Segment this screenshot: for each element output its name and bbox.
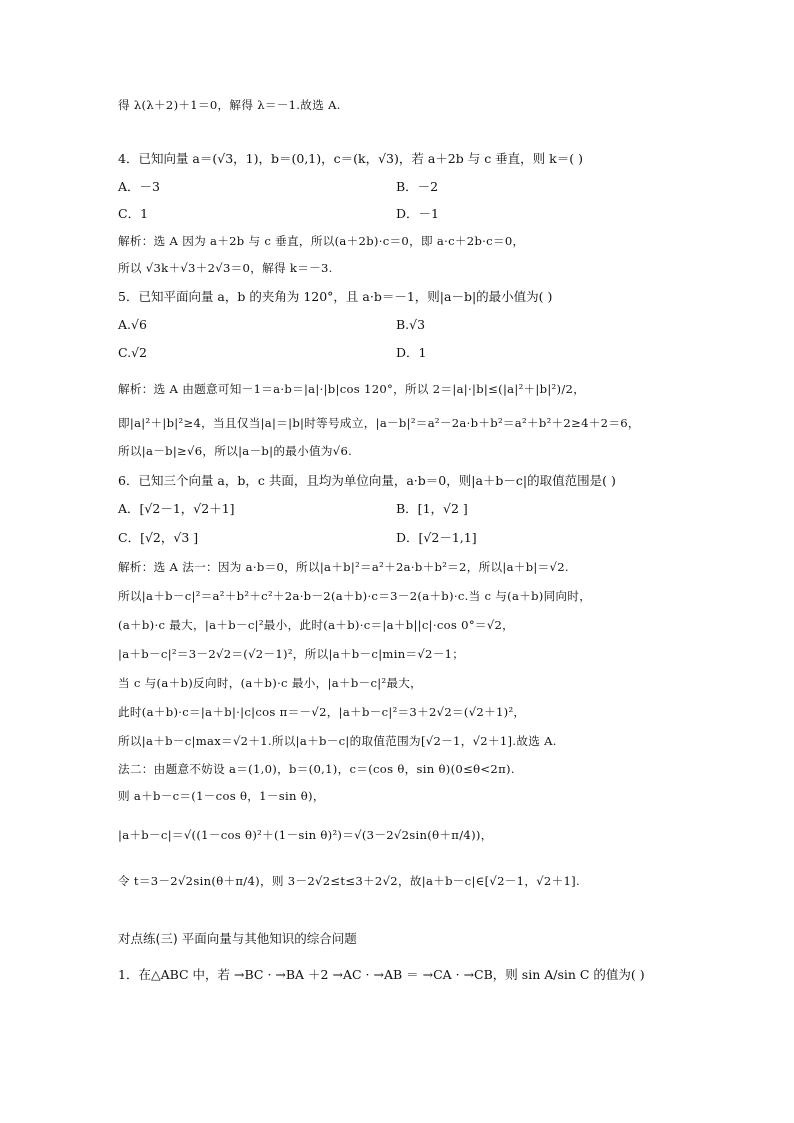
prev-solution-tail: 得 λ(λ＋2)＋1＝0，解得 λ＝－1.故选 A. [118, 98, 341, 112]
q5-option-c: C.√2 [118, 345, 148, 360]
q6-solution-4: |a＋b－c|²＝3－2√2＝(√2－1)²，所以|a＋b－c|min＝√2－1； [118, 647, 465, 661]
question-6: 6．已知三个向量 a，b，c 共面，且均为单位向量，a·b＝0，则|a＋b－c|的取值范围是( ) [118, 473, 616, 488]
q4-option-a: A．－3 [118, 179, 160, 194]
q6-solution-9: 则 a＋b－c＝(1－cos θ，1－sin θ)， [118, 789, 325, 803]
q5-solution-1: 解析：选 A 由题意可知－1＝a·b＝|a|·|b|cos 120°，所以 2＝|a|·|b|≤(|a|²＋|b|²)/2， [118, 382, 586, 396]
q5-option-a: A.√6 [118, 317, 147, 332]
question-1: 1．在△ABC 中，若 →BC · →BA ＋2 →AC · →AB ＝ →CA · →CB，则 sin A/sin C 的值为( ) [118, 967, 645, 982]
q4-option-d: D．－1 [396, 206, 439, 221]
q6-solution-1: 解析：选 A 法一：因为 a·b＝0，所以|a＋b|²＝a²＋2a·b＋b²＝2，所以|a＋b|＝√2. [118, 560, 569, 574]
q6-option-d: D．[√2－1,1] [396, 530, 477, 545]
q6-solution-10: |a＋b－c|＝√((1－cos θ)²＋(1－sin θ)²)＝√(3－2√2sin(θ＋π/4))， [118, 828, 493, 842]
section-heading: 对点练(三) 平面向量与其他知识的综合问题 [118, 931, 357, 946]
q4-option-b: B．－2 [396, 179, 439, 194]
q6-option-a: A．[√2－1，√2＋1] [118, 501, 235, 516]
question-5: 5．已知平面向量 a，b 的夹角为 120°，且 a·b＝－1，则|a－b|的最小值为( ) [118, 289, 553, 304]
q6-solution-6: 此时(a＋b)·c＝|a＋b|·|c|cos π＝－√2，|a＋b－c|²＝3＋2√2＝(√2＋1)²， [118, 705, 526, 719]
q4-solution-2: 所以 √3k＋√3＋2√3＝0，解得 k＝－3. [118, 261, 333, 275]
question-4: 4．已知向量 a＝(√3，1)，b＝(0,1)，c＝(k，√3)，若 a＋2b 与 c 垂直，则 k＝( ) [118, 151, 583, 166]
q6-solution-3: (a＋b)·c 最大，|a＋b－c|²最小，此时(a＋b)·c＝|a＋b||c|·cos 0°＝√2， [118, 618, 515, 632]
q5-solution-2: 即|a|²＋|b|²≥4，当且仅当|a|＝|b|时等号成立，|a－b|²＝a²－2a·b＋b²＝a²＋b²＋2≥4＋2＝6， [118, 416, 640, 430]
q5-option-d: D．1 [396, 345, 427, 360]
q6-solution-2: 所以|a＋b－c|²＝a²＋b²＋c²＋2a·b－2(a＋b)·c＝3－2(a＋b)·c.当 c 与(a＋b)同向时， [118, 589, 592, 603]
q4-solution-1: 解析：选 A 因为 a＋2b 与 c 垂直，所以(a＋2b)·c＝0，即 a·c＋2b·c＝0， [118, 234, 525, 248]
q4-option-c: C．1 [118, 206, 149, 221]
q6-option-c: C．[√2，√3 ] [118, 530, 199, 545]
q6-solution-7: 所以|a＋b－c|max＝√2＋1.所以|a＋b－c|的取值范围为[√2－1，√2＋1].故选 A. [118, 734, 557, 748]
q5-option-b: B.√3 [396, 317, 426, 332]
q6-solution-8: 法二：由题意不妨设 a＝(1,0)，b＝(0,1)，c＝(cos θ，sin θ)(0≤θ<2π). [118, 762, 515, 776]
q6-solution-11: 令 t＝3－2√2sin(θ＋π/4)，则 3－2√2≤t≤3＋2√2，故|a＋b－c|∈[√2－1，√2＋1]. [118, 874, 580, 888]
q6-solution-5: 当 c 与(a＋b)反向时，(a＋b)·c 最小，|a＋b－c|²最大， [118, 676, 423, 690]
q5-solution-3: 所以|a－b|≥√6，所以|a－b|的最小值为√6. [118, 444, 353, 458]
q6-option-b: B．[1，√2 ] [396, 501, 468, 516]
